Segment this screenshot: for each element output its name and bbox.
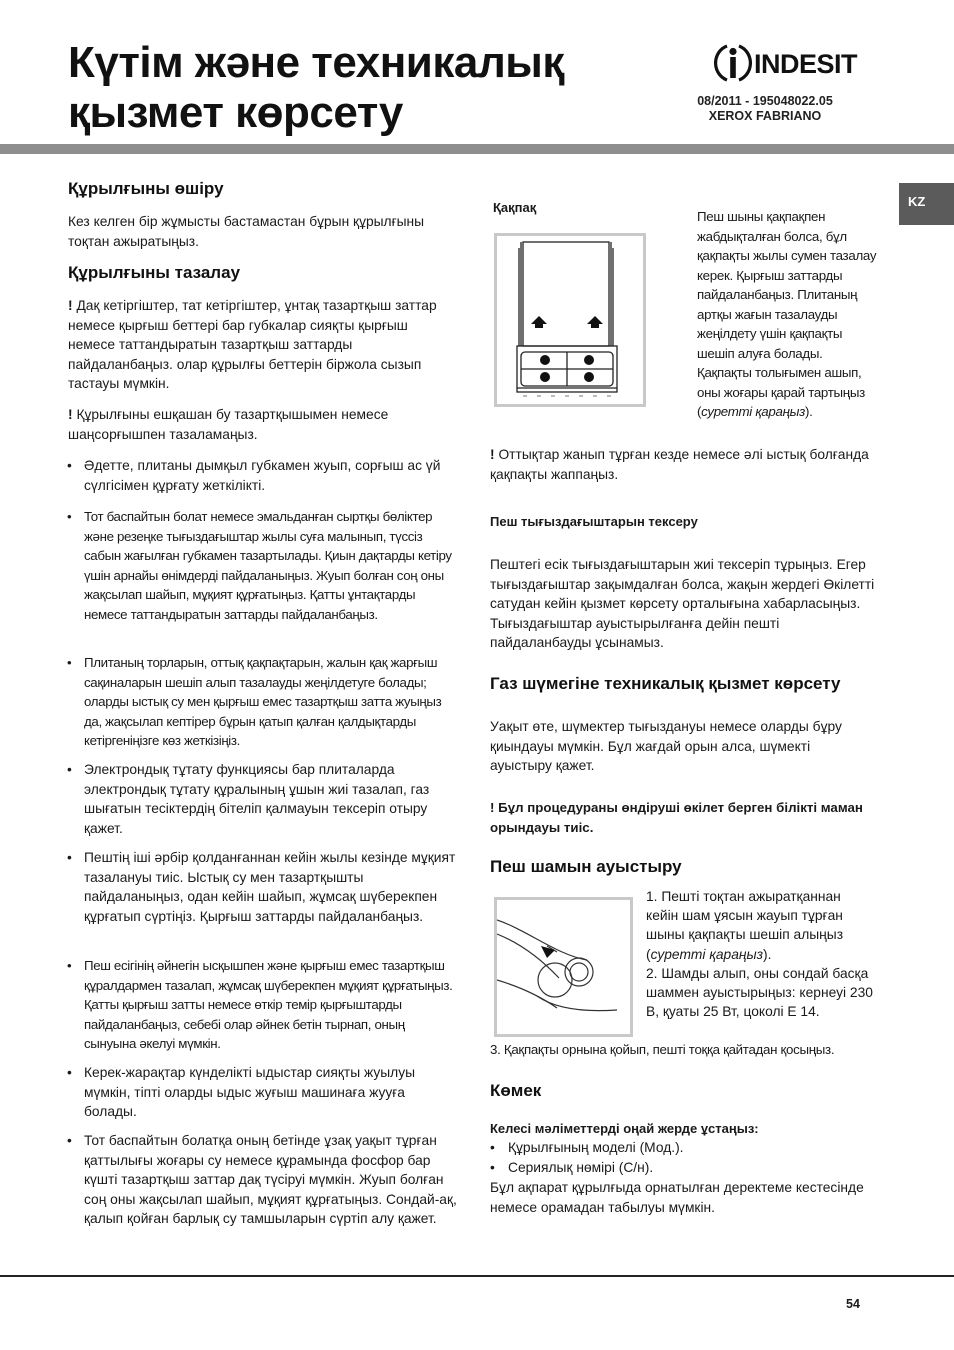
section-title-switch-off: Құрылғыны өшіру — [68, 179, 224, 198]
cooker-lid-illustration — [494, 233, 646, 407]
cleaning-warning-1 — [68, 296, 446, 394]
lamp-step-2: 2. Шамды алып, оны сондай басқа шаммен ауыстырыңыз: кернеуі 230 В, қуаты 25 Вт, цоколі Е 14. — [646, 966, 873, 1020]
lamp-step-1a: 1. Пешті тоқтан ажыратқаннан кейін шам ұясын жауып тұрған шыны қақпақты шешіп алыңыз ( — [646, 889, 844, 962]
brand-name: INDESIT — [754, 49, 858, 79]
document-code — [650, 94, 880, 124]
switch-off-text: Кез келген бір жұмысты бастамастан бұрын құрылғыны тоқтан ажыратыңыз. — [68, 214, 425, 249]
list-item: • Пеш есігінің әйнегін ысқышпен және қырғыш емес тазартқыш құралдармен тазалап, жұмсақ шүберекпен мұқият құрғатыңыз. Қатты қырғыш затты немесе өткір темір қырғыштарды пайдаланбаңыз, себебі олар әйнек бетін тырнап, оның сынуына әкелуі мүмкін. — [67, 956, 457, 1054]
warning-1-text: Дақ кетіргіштер, тат кетіргіштер, ұнтақ тазартқыш заттар немесе қырғыш беттері бар губкалар сияқты қырғыш немесе таттандыратын тазартқыш заттарды пайдаланбаңыз. олар құрылғы беттерін біржола сызып тастауы мүмкін. — [68, 298, 437, 392]
list-item: • Керек-жарақтар күнделікті ыдыстар сияқты жуылуы мүмкін, тіпті оларды ыдыс жуғыш машинаға жууға болады. — [67, 1063, 457, 1122]
warning-icon: ! — [68, 407, 73, 422]
list-item: • Құрылғының моделі (Мод.). — [490, 1138, 875, 1158]
list-item: • Сериялық нөмірі (С/н). — [490, 1158, 875, 1178]
list-item: • Тот баспайтын болат немесе эмальданған сыртқы бөліктер және резеңке тығыздағыштар жылы суға малынып, түссіз сабын жағылған губкамен тазартылады. Қиын дақтарды кетіру үшін арнайы өнімдерді пайдаланыңыз. Жуып болған соң оны жақсылап шайып, мұқият құрғатыңыз. Қатты ұнтақтарды немесе таттандыратын заттарды пайдаланбаңыз. — [67, 507, 457, 625]
lamp-step-1b: ). — [763, 946, 772, 962]
lamp-step-3: 3. Қақпақты орнына қойып, пешті тоққа қайтадан қосыңыз. — [490, 1042, 835, 1057]
warning-icon: ! — [490, 447, 495, 462]
lid-warning — [490, 445, 870, 484]
doc-code: 08/2011 - 195048022.05 — [697, 94, 833, 108]
section-title-seals: Пеш тығыздағыштарын тексеру — [490, 514, 698, 529]
list-item: • Әдетте, плитаны дымқыл губкамен жуып, сорғыш ас үй сүлгісімен құрғату жеткілікті. — [67, 456, 457, 495]
header-divider — [0, 144, 954, 154]
page-title-line2: қызмет көрсету — [68, 88, 403, 137]
warning-icon: ! — [68, 298, 73, 313]
printer-info: XEROX FABRIANO — [708, 109, 822, 123]
help-text: Бұл ақпарат құрылғыда орнатылған деректеме кестесінде немесе орамадан табылуы мүмкін. — [490, 1180, 864, 1215]
lamp-step-1-ref: суретті қараңыз — [650, 946, 764, 962]
help-subtitle: Келесі мәліметтерді оңай жерде ұстаңыз: — [490, 1121, 759, 1136]
list-item: • Плитаның торларын, оттық қақпақтарын, жалын қақ жарғыш сақиналарын шешіп алып тазалауды жеңілдетуге болады; оларды ыстық су мен қырғыш емес тазартқыш затта жуыңыз да, жақсылап кептірер бұрын қатып қалған қалдықтарды кетіргеніңізге көз жеткізіңіз. — [67, 653, 457, 751]
brand-logo — [714, 42, 874, 84]
lid-text-b: ). — [804, 404, 813, 419]
oven-lamp-illustration — [494, 897, 633, 1037]
seals-text: Пештегі есік тығыздағыштарын жиі тексеріп тұрыңыз. Егер тығыздағыштар зақымдалған болса, жақын жердегі Өкілетті сатудан кейін қызмет көрсету орталығына хабарласыңыз. Тығыздағыштар ауыстырылғанға дейін пешті пайдаланбауды ұсынамыз. — [490, 557, 875, 651]
lid-text — [697, 207, 877, 422]
section-title-cleaning: Құрылғыны тазалау — [68, 263, 241, 282]
page-title — [68, 38, 668, 138]
warning-2-text: Құрылғыны ешқашан бу тазартқышымен немесе шаңсорғышпен тазаламаңыз. — [68, 407, 389, 442]
gas-warning-text: Бұл процедураны өндіруші өкілет берген білікті маман орындауы тиіс. — [490, 800, 863, 835]
lid-text-a: Пеш шыны қақпақпен жабдықталған болса, бұл қақпақты жылы сумен тазалау керек. Қырғыш заттарды пайдаланбаңыз. Плитаның артқы жағын тазалауды жеңілдету үшін қақпақты шешіп алуға болады. Қақпақты толығымен ашып, оны жоғары қарай тартыңыз ( — [697, 209, 877, 419]
footer-divider — [0, 1275, 954, 1277]
list-item: • Пештің іші әрбір қолданғаннан кейін жылы кезінде мұқият тазалануы тиіс. Ыстық су мен тазартқышты пайдаланыңыз, одан кейін шайып, жұмсақ шүберекпен құрғатып сүртіңіз. Қырғыш заттарды пайдаланбаңыз. — [67, 848, 457, 926]
gas-tap-warning — [490, 798, 880, 837]
section-title-help: Көмек — [490, 1081, 542, 1100]
oven-lamp-drawing — [497, 900, 630, 1034]
section-title-lamp: Пеш шамын ауыстыру — [490, 857, 682, 876]
section-title-gas-tap: Газ шүмегіне техникалық қызмет көрсету — [490, 674, 841, 693]
lid-text-ref: суретті қараңыз — [701, 404, 805, 419]
cleaning-warning-2 — [68, 405, 446, 444]
brand-logo-icon — [714, 42, 752, 84]
gas-tap-text: Уақыт өте, шүмектер тығыздануы немесе оларды бұру қиындауы мүмкін. Бұл жағдай орын алса, шүмекті ауыстыру қажет. — [490, 719, 842, 774]
list-item: • Тот баспайтын болатқа оның бетінде ұзақ уақыт тұрған қаттылығы жоғары су немесе құрамында фосфор бар күшті тазартқыш заттар дақ түсіруі мүмкін. Жуып болған соң оны жақсылап шайып, мұқият құрғатыңыз. Сондай-ақ, қалып қойған барлық су тамшыларын сүртіп алу қажет. — [67, 1131, 457, 1229]
page-number: 54 — [846, 1297, 860, 1311]
lamp-step-1 — [646, 887, 876, 964]
warning-icon: ! — [490, 800, 495, 815]
language-tab: KZ — [899, 183, 954, 225]
page-title-line1: Күтім және техникалық — [68, 38, 564, 87]
list-item: • Электрондық тұтату функциясы бар плиталарда электрондық тұтату құралының ұшын жиі тазалап, газ шығатын тесіктердің бітеліп қалмауын тексеріп отыру қажет. — [67, 760, 457, 838]
lid-warning-text: Оттықтар жанып тұрған кезде немесе әлі ыстық болғанда қақпақты жаппаңыз. — [490, 447, 869, 482]
cooker-lid-drawing — [497, 236, 643, 404]
figure-caption-lid: Қақпақ — [493, 200, 537, 215]
